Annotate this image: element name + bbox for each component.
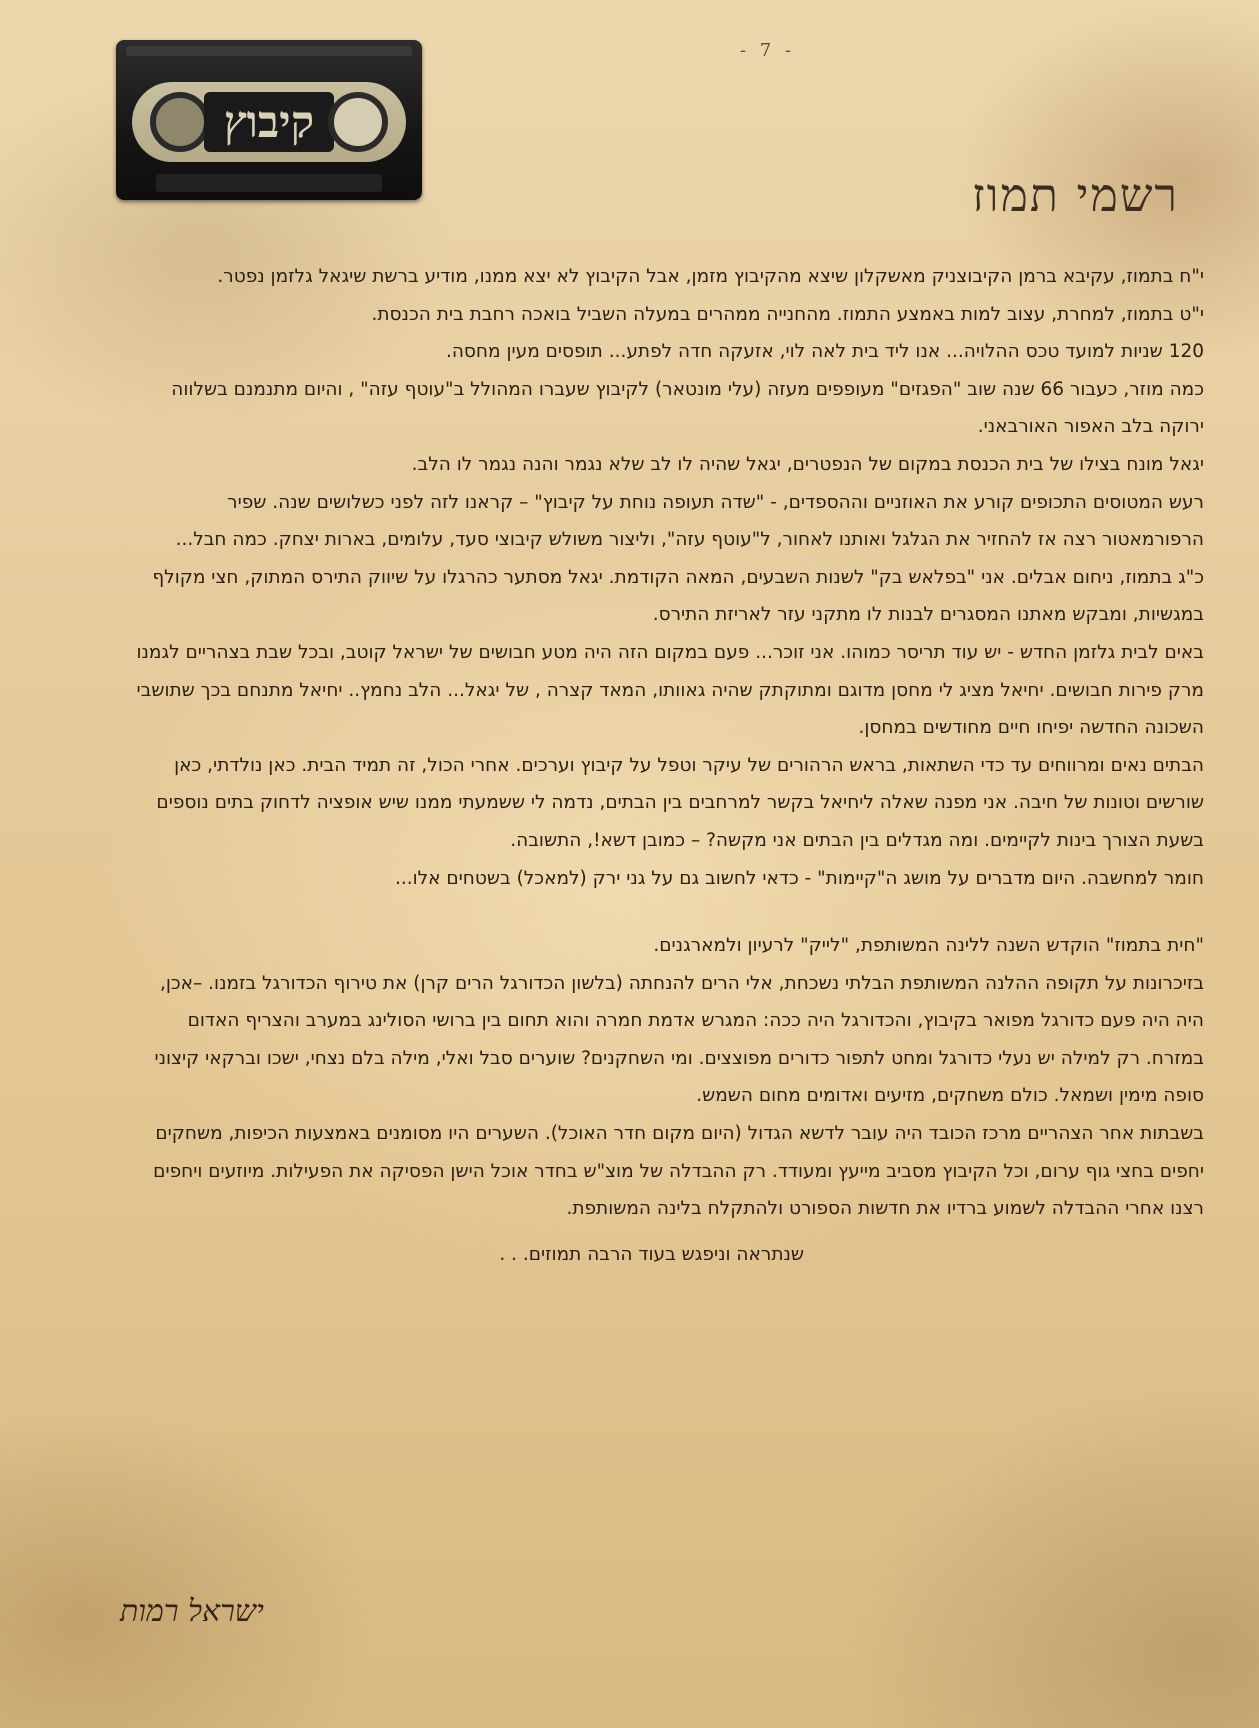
paragraph: כ"ג בתמוז, ניחום אבלים. אני "בפלאש בק" לשנות השבעים, המאה הקודמת. יגאל מסתער כהרגלו על שיווק התירס המתוק, חצי מקולף במגשיות, ומבקש מאתנו המסגרים לבנות לו מתקני עזר לאריזת התירס. [152,566,1204,626]
article-title: רשמי תמוז [971,168,1179,222]
paragraph: באים לבית גלזמן החדש - יש עוד תריסר כמוהו. אני זוכר... פעם במקום הזה היה מטע חבושים של ישראל קוטב, ובכל שבת בצהריים לגמנו מרק פירות חבושים. יחיאל מציג לי מחסן מדוגם ומתוקתק שהיה גאוותו, המאד קצרה , של יגאל... הלב נחמץ.. יחיאל מתנחם בכך שתושבי השכונה החדשה יפיחו חיים מחודשים במחסן. [136,641,1204,739]
paragraph: בזיכרונות על תקופה ההלנה המשותפת הבלתי נשכחת, אלי הרים להנחתה (בלשון הכדורגל הרים קרן) את טירוף הכדורגל בזמנו. –אכן, היה היה פעם כדורגל מפואר בקיבוץ, והכדורגל היה ככה: המגרש אדמת חמרה והוא תחום בין ברושי הסולינג במערב והצריף האדום במזרח. רק למילה יש נעלי כדורגל ומחט לתפור כדורים מפוצצים. ומי השחקנים? שוערים סבל ואלי, מילה בלם נצחי, ישכו וברקאי קיצוני סופה מימין ושמאל. כולם משחקים, מזיעים ואדומים מחום השמש. [154,972,1204,1107]
section-gap [130,897,1204,927]
article-body [130,258,1204,1273]
paragraph: "חית בתמוז" הוקדש השנה ללינה המשותפת, "לייק" לרעיון ולמארגנים. [653,935,1204,957]
paragraph: חומר למחשבה. היום מדברים על מושג ה"קיימות" - כדאי לחשוב גם על גני ירק (למאכל) בשטחים אלו... [394,867,1204,889]
cassette-label-window [204,92,334,152]
paragraph: 120 שניות למועד טכס ההלויה... אנו ליד בית לאה לוי, אזעקה חדה לפתע... תופסים מעין מחסה. [445,341,1204,363]
cassette-label [132,82,406,162]
paragraph: י"ח בתמוז, עקיבא ברמן הקיבוצניק מאשקלון שיצא מהקיבוץ מזמן, אבל הקיבוץ לא יצא ממנו, מודיע ברשת שיגאל גלזמן נפטר. [217,266,1204,287]
kibbutz-cassette-logo [116,40,422,200]
paragraph: רעש המטוסים התכופים קורע את האוזניים וההספדים, - "שדה תעופה נוחת על קיבוץ" – קראנו לזה לפני כשלושים שנה. שפיר הרפורמאטור רצה אז להחזיר את הגלגל ואותנו לאחור, ל"עוטף עזה", וליצור משולש קיבוצי סעד, עלומים, בארות יצחק. כמה חבל... [175,491,1204,551]
cassette-reel-left [150,92,210,152]
paragraph: כמה מוזר, כעבור 66 שנה שוב "הפגזים" מעופפים מעזה (עלי מונטאר) לקיבוץ שעברו המהולל ב"עוטף עזה" , והיום מתנמנם בשלווה ירוקה בלב האפור האורבאני. [171,378,1204,438]
paragraph: יגאל מונח בצילו של בית הכנסת במקום של הנפטרים, יגאל שהיה לו לב שלא נגמר והנה נגמר לו הלב. [411,453,1204,475]
paragraph: בשבתות אחר הצהריים מרכז הכובד היה עובר לדשא הגדול (היום מקום חדר האוכל). השערים היו מסומנים באמצעות הכיפות, משחקים יחפים בחצי גוף ערום, וכל הקיבוץ מסביב מייעץ ומעודד. רק ההבדלה של מוצ"ש בחדר אוכל הישן הפסיקה את הפעילות. מיוזעים ויחפים רצנו אחרי ההבדלה לשמוע ברדיו את חדשות הספורט ולהתקלח בלינה המשותפת. [153,1123,1204,1220]
closing-line: שנתראה וניפגש בעוד הרבה תמוזים. . . [499,1243,804,1265]
paragraph: י"ט בתמוז, למחרת, עצוב למות באמצע התמוז. מהחנייה ממהרים במעלה השביל בואכה רחבת בית הכנסת. [371,303,1204,325]
page-number: - 7 - [740,40,796,61]
cassette-bottom-strip [156,174,382,192]
logo-text: קיבוץ [223,96,315,148]
author-signature: ישראל רמות [120,1594,264,1629]
paragraph: הבתים נאים ומרווחים עד כדי השתאות, בראש הרהורים של עיקר וטפל על קיבוץ וערכים. אחרי הכול, זה תמיד הבית. כאן נולדתי, כאן שורשים וטונות של חיבה. אני מפנה שאלה ליחיאל בקשר למרחבים בין הבתים, נדמה לי ששמעתי ממנו שיש אופציה לדחוק בתים נוספים בשעת הצורך בינות לקיימים. ומה מגדלים בין הבתים אני מקשה? – כמובן דשא!, התשובה. [156,754,1204,851]
cassette-top-strip [126,46,412,56]
cassette-reel-right [328,92,388,152]
